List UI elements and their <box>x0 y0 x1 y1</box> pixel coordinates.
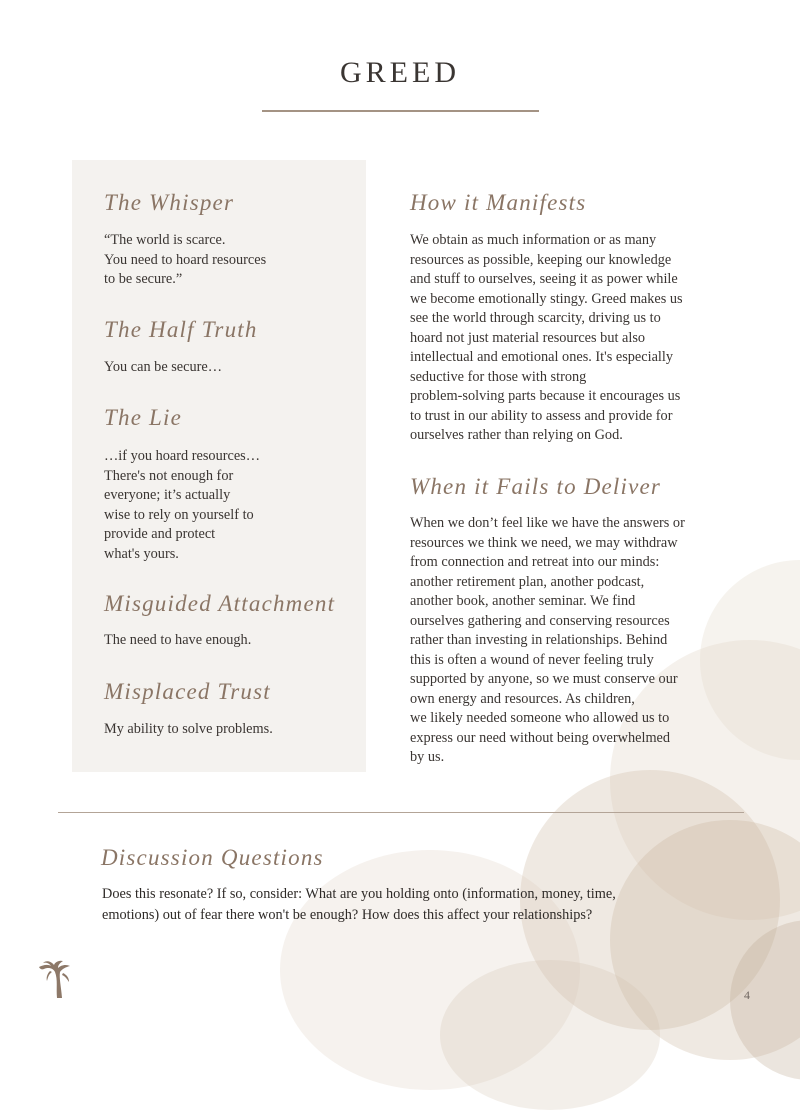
text-line: by us. <box>410 749 445 765</box>
branch-logo-icon <box>36 958 76 1000</box>
text-line: provide and protect <box>104 526 216 542</box>
page-number: 4 <box>744 988 750 1002</box>
text-line: we become emotionally stingy. Greed makes us <box>410 290 683 307</box>
text-line: everyone; it’s actually <box>104 487 231 503</box>
text-line: emotions) out of fear there won't be enough? How does this affect your relationships? <box>102 907 593 923</box>
text-line: We obtain as much information or as many <box>410 232 657 248</box>
text-line: another retirement plan, another podcast, <box>410 573 645 590</box>
text-line: resources we think we need, we may withdraw <box>410 534 678 551</box>
title-divider <box>262 110 539 112</box>
text-line: There's not enough for <box>104 467 234 484</box>
text-line: ourselves gathering and conserving resources <box>410 612 670 629</box>
text-line: resources as possible, keeping our knowledge <box>410 251 672 268</box>
text-line: from connection and retreat into our minds: <box>410 554 660 570</box>
text-line: My ability to solve problems. <box>104 721 273 737</box>
attachment-text <box>104 631 251 651</box>
lie-text <box>104 447 260 564</box>
text-line: hoard not just material resources but also <box>410 329 646 346</box>
half-truth-heading: The Half Truth <box>104 317 258 342</box>
discussion-heading: Discussion Questions <box>101 845 324 870</box>
text-line: this is often a wound of never feeling truly <box>410 651 654 668</box>
trust-text <box>104 720 273 740</box>
section-divider <box>58 812 744 813</box>
fails-text <box>410 514 685 768</box>
text-line: see the world through scarcity, driving us to <box>410 310 661 326</box>
text-line: …if you hoard resources… <box>104 448 261 464</box>
whisper-heading: The Whisper <box>104 190 235 215</box>
text-line: express our need without being overwhelmed <box>410 729 671 746</box>
fails-heading: When it Fails to Deliver <box>410 474 662 499</box>
text-line: ourselves rather than relying on God. <box>410 427 623 443</box>
whisper-text <box>104 231 266 290</box>
text-line: rather than investing in relationships. Behind <box>410 632 668 648</box>
text-line: The need to have enough. <box>104 632 252 648</box>
text-line: You can be secure… <box>104 359 223 375</box>
text-line: to trust in our ability to assess and provide for <box>410 407 673 424</box>
manifests-heading: How it Manifests <box>410 190 587 215</box>
discussion-text <box>102 884 616 926</box>
text-line: to be secure.” <box>104 271 183 287</box>
text-line: another book, another seminar. We find <box>410 593 636 609</box>
text-line: we likely needed someone who allowed us to <box>410 710 670 726</box>
text-line: “The world is scarce. <box>104 232 226 248</box>
text-line: own energy and resources. As children, <box>410 690 635 707</box>
text-line: wise to rely on yourself to <box>104 506 254 523</box>
text-line: Does this resonate? If so, consider: What are you holding onto (information, money, time, <box>102 886 616 902</box>
lie-heading: The Lie <box>104 405 183 430</box>
page-title: GREED <box>340 56 460 89</box>
text-line: and stuff to ourselves, seeing it as power while <box>410 271 678 287</box>
text-line: supported by anyone, so we must conserve our <box>410 671 678 687</box>
attachment-heading: Misguided Attachment <box>104 591 336 616</box>
manifests-text <box>410 231 683 446</box>
trust-heading: Misplaced Trust <box>104 679 271 704</box>
text-line: When we don’t feel like we have the answers or <box>410 515 685 531</box>
text-line: seductive for those with strong <box>410 368 587 385</box>
text-line: You need to hoard resources <box>104 251 267 268</box>
text-line: what's yours. <box>104 545 179 562</box>
watercolor-wash <box>440 960 660 1110</box>
text-line: problem-solving parts because it encourages us <box>410 388 681 404</box>
text-line: intellectual and emotional ones. It's especially <box>410 349 674 365</box>
half-truth-text <box>104 358 222 378</box>
